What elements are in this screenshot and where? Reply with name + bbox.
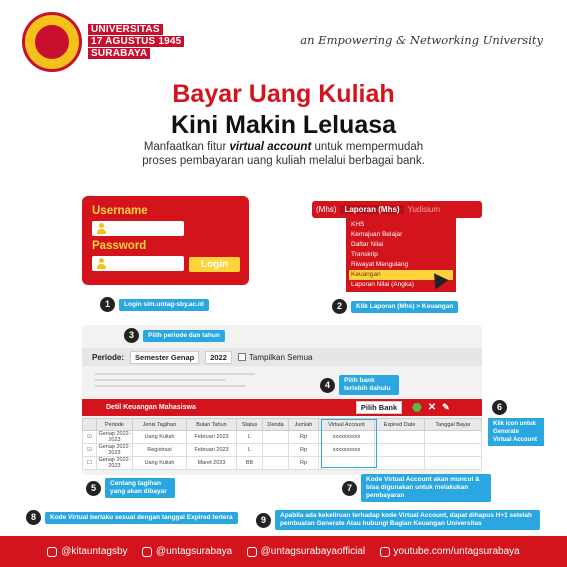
tagline: an Empowering & Networking University [300, 33, 543, 47]
menu-item-keuangan[interactable]: Keuangan [349, 270, 453, 280]
step-6-text: Klik icon untuk Generate Virtual Account [488, 418, 544, 446]
university-name [88, 24, 184, 60]
show-all-label: Tampilkan Semua [248, 352, 313, 362]
bank-select[interactable]: Pilih Bank [356, 401, 402, 414]
login-button[interactable]: Login [189, 257, 240, 272]
password-input[interactable] [92, 256, 184, 271]
subtitle-bold: virtual account [229, 141, 312, 153]
menu-item-daftar-nilai[interactable]: Daftar Nilai [351, 241, 384, 248]
periode-label: Periode: [92, 352, 125, 362]
header [0, 0, 567, 70]
facebook-link[interactable]: @untagsurabayaofficial [247, 546, 365, 557]
subtitle-line-2: proses pembayaran uang kuliah melalui berbagai bank. [142, 155, 425, 167]
subtitle [0, 140, 567, 168]
footer [0, 536, 567, 567]
uni-line-2: 17 AGUSTUS 1945 [88, 36, 184, 47]
menu-bar [312, 201, 482, 218]
row-checkbox[interactable]: ☐ [83, 457, 97, 470]
step-8: 8 Kode Virtual berlaku sesuai dengan tanggal Expired tertera [26, 510, 238, 525]
semester-select[interactable]: Semester Genap [130, 351, 199, 364]
menu-bar-item-laporan[interactable]: Laporan (Mhs) [340, 205, 403, 214]
step-9: 9 Apabila ada kekeliruan terhadap kode Virtual Account, dapat dihapus H+1 setelah pembuatan Generate Atau hubungi Bagian Keuangan Universitas [256, 510, 540, 530]
username-input[interactable] [92, 221, 184, 236]
menu-item-khs[interactable]: KHS [351, 221, 365, 228]
step-7: 7 Kode Virtual Account akan muncul & bisa digunakan untuk melakukan pembayaran [342, 474, 491, 502]
virtual-account-highlight [321, 419, 377, 468]
step-3-text: Pilih periode dan tahun [143, 330, 225, 342]
menu-item-laporan-nilai[interactable]: Laporan Nilai (Angka) [351, 281, 414, 288]
android-icon[interactable]: ⬣ [412, 402, 422, 414]
title-line-1: Bayar Uang Kuliah [172, 80, 395, 108]
facebook-icon [247, 547, 257, 557]
placeholder-lines [95, 373, 255, 391]
step-2-text: Klik Laporan (Mhs) > Keuangan [351, 301, 458, 313]
menu-bar-item-mhs[interactable]: (Mhs) [316, 205, 337, 214]
step-7-text: Kode Virtual Account akan muncul & bisa digunakan untuk melakukan pembayaran [361, 474, 491, 502]
youtube-link[interactable]: youtube.com/untagsurabaya [380, 546, 520, 557]
row-checkbox[interactable]: ☑ [83, 431, 97, 444]
show-all-checkbox[interactable] [238, 353, 246, 361]
step-4: 4 Pilih bank terlebih dahulu [320, 375, 399, 395]
step-8-text: Kode Virtual berlaku sesuai dengan tanggal Expired tertera [45, 512, 238, 524]
university-logo [22, 12, 82, 72]
step-6: 6 [492, 400, 507, 415]
step-5: 5 Centang tagihan yang akan dibayar [86, 478, 175, 498]
step-9-text: Apabila ada kekeliruan terhadap kode Virtual Account, dapat dihapus H+1 setelah pembuatan Generate Atau hubungi Bagian Keuangan Universitas [275, 510, 540, 530]
delete-icon[interactable]: ✕ [427, 402, 437, 413]
step-4-text: Pilih bank terlebih dahulu [339, 375, 399, 395]
instagram-link[interactable]: @kitauntagsby [47, 546, 127, 557]
user-icon [96, 258, 106, 269]
periode-bar [82, 348, 482, 366]
menu-item-transkrip[interactable]: Transkrip [351, 251, 378, 258]
uni-line-3: SURABAYA [88, 48, 150, 59]
step-5-text: Centang tagihan yang akan dibayar [105, 478, 175, 498]
step-2: 2 Klik Laporan (Mhs) > Keuangan [332, 299, 458, 314]
instagram-icon [47, 547, 57, 557]
menu-bar-item-yudisium[interactable]: Yudisium [407, 205, 441, 214]
step-1: 1 Login sim.untag-sby.ac.id [100, 297, 209, 312]
twitter-link[interactable]: @untagsurabaya [142, 546, 232, 557]
user-icon [96, 223, 106, 234]
table-header-bar [82, 399, 482, 416]
uni-line-1: UNIVERSITAS [88, 24, 163, 35]
menu-item-riwayat[interactable]: Riwayat Mengulang [351, 261, 409, 268]
table-row: ☑ Genap 2022-2023 Uang Kuliah Februari 2023 L Rp xxxxxxxxxx [83, 431, 482, 444]
subtitle-suffix: untuk mempermudah [314, 141, 424, 153]
subtitle-prefix: Manfaatkan fitur [143, 141, 227, 153]
table-header-row: Periode Jenis Tagihan Bulan Tahun Status Denda Jumlah Virtual Account Expired Date Tanggal Bayar [83, 419, 482, 431]
row-checkbox[interactable]: ☑ [83, 444, 97, 457]
table-title: Detil Keuangan Mahasiswa [106, 404, 196, 411]
title-line-2: Kini Makin Leluasa [170, 111, 397, 139]
year-select[interactable]: 2022 [205, 351, 232, 364]
username-label: Username [92, 205, 148, 217]
password-label: Password [92, 240, 147, 252]
menu-item-kemajuan[interactable]: Kemajuan Belajar [351, 231, 403, 238]
step-3: 3 Pilih periode dan tahun [124, 328, 225, 343]
twitter-icon [142, 547, 152, 557]
generate-icon[interactable]: ✎ [442, 402, 450, 412]
youtube-icon [380, 547, 390, 557]
table-row: ☑ Genap 2022-2023 Registrasi Februari 2023 L Rp xxxxxxxxxx [83, 444, 482, 457]
login-card [82, 196, 249, 285]
step-1-text: Login sim.untag-sby.ac.id [119, 299, 209, 311]
finance-table [82, 418, 482, 470]
laporan-menu [312, 201, 482, 289]
table-row: ☐ Genap 2022-2023 Uang Kuliah Maret 2023 BB Rp [83, 457, 482, 470]
